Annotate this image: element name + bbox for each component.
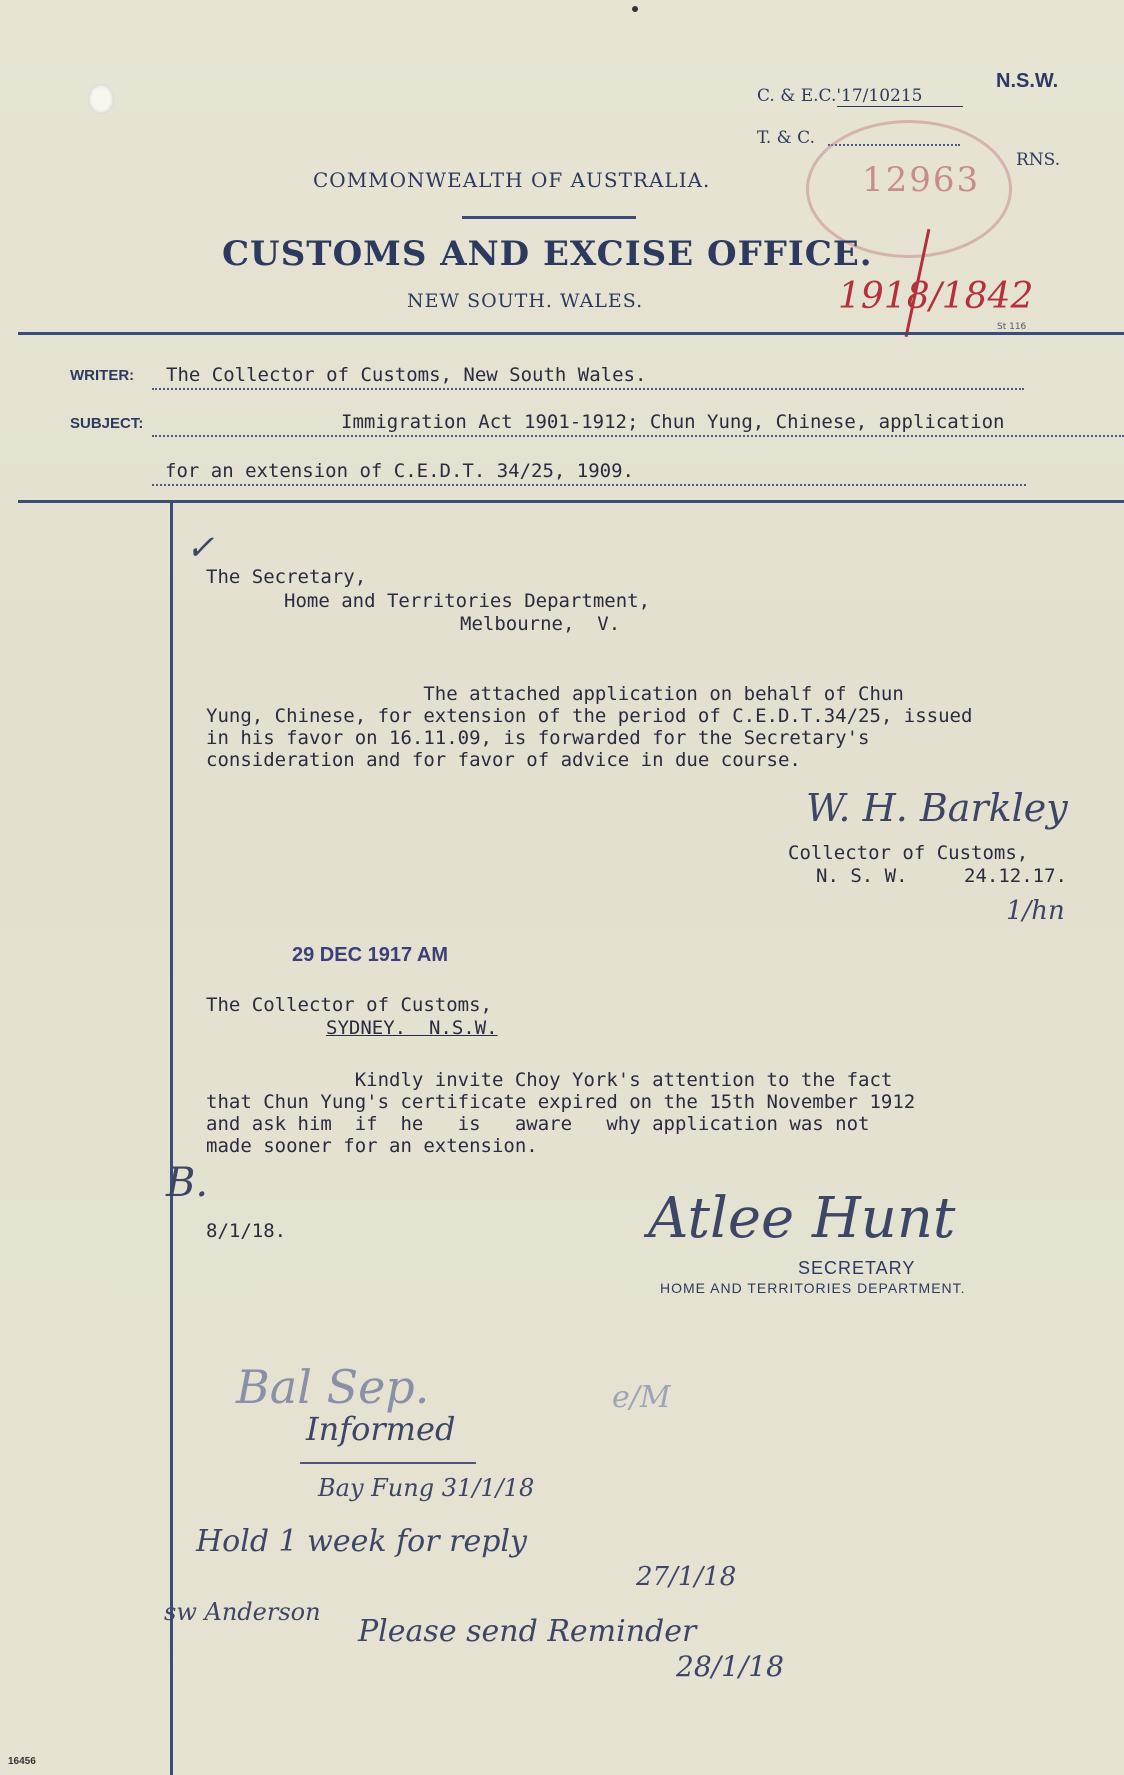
state-heading: NEW SOUTH. WALES. — [407, 290, 644, 312]
initials-mark: 1/hn — [1006, 896, 1065, 926]
subject-line-1: Immigration Act 1901-1912; Chun Yung, Chinese, application — [341, 411, 1005, 433]
letter-body-3: in his favor on 16.11.09, is forwarded for the Secretary's — [206, 727, 870, 749]
ref-underline — [837, 106, 963, 107]
writer-line — [152, 388, 1024, 390]
collector-place: N. S. W. — [816, 865, 908, 887]
header-rule — [18, 332, 1124, 335]
secretary-department: HOME AND TERRITORIES DEPARTMENT. — [660, 1280, 966, 1296]
note-reminder: Please send Reminder — [358, 1614, 697, 1649]
writer-label: WRITER: — [70, 367, 135, 384]
state-code: N.S.W. — [996, 70, 1059, 92]
subject-line-2: for an extension of C.E.D.T. 34/25, 1909. — [165, 460, 634, 482]
commonwealth-heading: COMMONWEALTH OF AUSTRALIA. — [313, 168, 711, 192]
note-date-28: 28/1/18 — [676, 1650, 784, 1683]
note-hold: Hold 1 week for reply — [196, 1524, 527, 1559]
subject-line-2-rule — [152, 484, 1026, 486]
subject-label: SUBJECT: — [70, 415, 144, 432]
received-date-stamp: 29 DEC 1917 AM — [292, 944, 448, 966]
letter-address-3: Melbourne, V. — [460, 613, 621, 635]
heading-rule — [462, 216, 636, 219]
writer-value: The Collector of Customs, New South Wales. — [166, 364, 647, 386]
letter-body-1: The attached application on behalf of Chun — [206, 683, 904, 705]
reply-address-2: SYDNEY. N.S.W. — [326, 1017, 498, 1039]
file-number: 1918/1842 — [838, 276, 1034, 317]
note-rule — [300, 1462, 476, 1464]
secretary-title: SECRETARY — [798, 1258, 916, 1278]
note-anderson: sw Anderson — [164, 1598, 321, 1626]
note-faint: e/M — [612, 1380, 671, 1415]
punch-hole — [88, 84, 114, 114]
letter-address-1: The Secretary, — [206, 566, 367, 588]
letter-body-4: consideration and for favor of advice in due course. — [206, 749, 801, 771]
reply-body-1: Kindly invite Choy York's attention to the fact — [206, 1069, 893, 1091]
reply-date: 8/1/18. — [206, 1220, 287, 1242]
check-mark: ✓ — [186, 528, 215, 568]
item-number: 16456 — [8, 1756, 36, 1767]
secretary-signature: Atlee Hunt — [648, 1186, 956, 1251]
reply-body-3: and ask him if he is aware why application was not — [206, 1113, 870, 1135]
reply-body-4: made sooner for an extension. — [206, 1135, 538, 1157]
letter-body-2: Yung, Chinese, for extension of the period of C.E.D.T.34/25, issued — [206, 705, 973, 727]
margin-rule — [170, 503, 173, 1775]
form-number: St 116 — [997, 322, 1027, 332]
margin-initial: B. — [166, 1160, 209, 1206]
ink-dot — [632, 6, 638, 12]
collector-signature: W. H. Barkley — [806, 786, 1068, 830]
letter-address-2: Home and Territories Department, — [284, 590, 651, 612]
note-bal-sep: Bal Sep. — [236, 1360, 430, 1414]
reply-address-1: The Collector of Customs, — [206, 994, 492, 1016]
reply-body-2: that Chun Yung's certificate expired on the 15th November 1912 — [206, 1091, 916, 1113]
collector-title: Collector of Customs, — [788, 842, 1029, 864]
note-date-27: 27/1/18 — [636, 1562, 737, 1592]
note-informed: Informed — [306, 1410, 456, 1448]
office-heading: CUSTOMS AND EXCISE OFFICE. — [222, 234, 873, 274]
ref-tc-number: T. & C. — [757, 128, 815, 148]
subject-line-1-rule — [152, 435, 1124, 437]
ref-ce-number: C. & E.C.'17/10215 — [757, 86, 923, 106]
stamp-number: 12963 — [862, 160, 981, 200]
rns-label: RNS. — [1016, 150, 1061, 170]
collector-date: 24.12.17. — [964, 865, 1067, 887]
note-bay-fung: Bay Fung 31/1/18 — [318, 1474, 535, 1502]
body-rule — [18, 500, 1124, 503]
